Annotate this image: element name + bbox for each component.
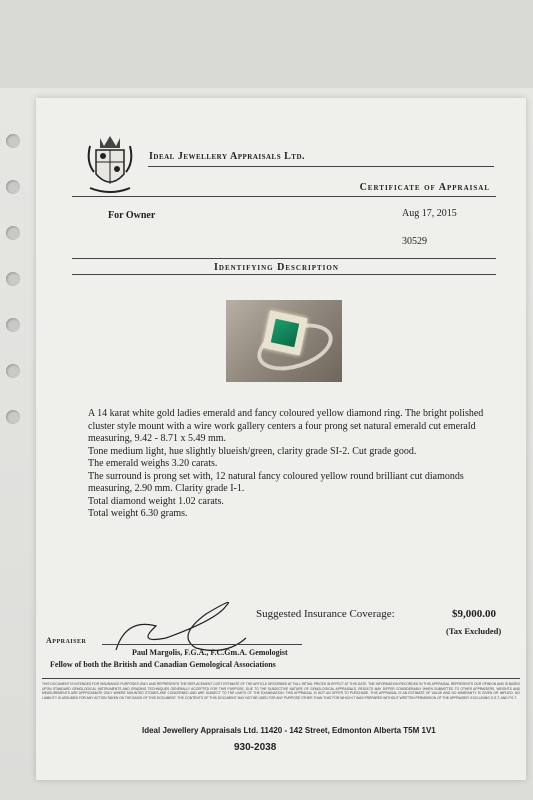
section-title: Identifying Description (214, 262, 339, 273)
company-address: Ideal Jewellery Appraisals Ltd. 11420 - 142 Street, Edmonton Alberta T5M 1V1 (142, 726, 436, 735)
description-line: The surround is prong set with, 12 natural fancy coloured yellow round brilliant cut diamonds measuring, 2.90 mm. Clarity grade I-1. (88, 470, 464, 494)
disclaimer-text: THIS DOCUMENT IS INTENDED FOR INSURANCE PURPOSES ONLY AND REPRESENTS THE REPLACEMENT COST ESTIMATE OF THE ARTICLE DESCRIBED AT FULL RETAIL PRICES IN EFFECT AT THIS DATE. THE INFORMATION RECORDED IN THIS APPRAISAL REPRESENTS OUR OPINION AND IS BASED UPON STANDARD GEMOLOGICAL INSTRUMENTS AND GRADING TECHNIQUES GENERALLY ACCEPTED FOR THIS PURPOSE, DUE TO THE SUBJECTIVE NATURE OF GEMOLOGICAL APPRAISALS, RESULTS MAY DIFFER CONSIDERABLY WHEN SUBMITTED TO OTHER APPRAISERS. WEIGHTS AND MEASUREMENTS ARE APPROXIMATE ONLY WHERE MOUNTED STONES ARE CONCERNED AND ARE SUBJECT TO THE LIMITS OF THE EXAMINATION. THIS APPRAISAL IS NOT AN OFFER TO PURCHASE. THIS APPRAISAL IS AN ESTIMATE OF VALUE AND NO WARRANTY IS GIVEN OR IMPLIED. NO LIABILITY IS ASSUMED FOR ANY ACTION TAKEN ON THE BASIS OF THIS DOCUMENT. THE CONTENTS OF THIS DOCUMENT MAY NOT BE USED FOR ANY PURPOSE OTHER THAN THAT FOR WHICH IT WAS PREPARED WITHOUT WRITTEN PERMISSION OF THE APPRAISER. EXCLUDING G.S.T. AND P.S.T. (42, 682, 520, 700)
item-description (88, 408, 493, 521)
binder-hole (6, 410, 20, 424)
divider (42, 678, 520, 679)
insurance-label: Suggested Insurance Coverage: (256, 608, 395, 620)
binder-hole (6, 318, 20, 332)
description-line: Total diamond weight 1.02 carats. (88, 495, 224, 507)
insurance-amount: $9,000.00 (452, 608, 496, 620)
emerald-stone (271, 319, 299, 347)
appraiser-label: Appraiser (46, 636, 87, 645)
description-line: The emerald weighs 3.20 carats. (88, 458, 218, 469)
binder-hole (6, 226, 20, 240)
description-line: A 14 karat white gold ladies emerald and fancy coloured yellow diamond ring. The bright polished cluster style mount with a wire work gallery centers a four prong set natural emerald cut emerald measuring, 9.42 - 8.71 x 5.49 mm. (88, 408, 484, 444)
binder-hole (6, 364, 20, 378)
ring-photo (226, 300, 342, 382)
description-line: Total weight 6.30 grams. (88, 508, 188, 519)
certificate-title: Certificate of Appraisal (359, 182, 490, 193)
description-line: Tone medium light, hue slightly blueish/green, clarity grade SI-2. Cut grade good. (88, 445, 417, 457)
appraisal-date: Aug 17, 2015 (402, 208, 457, 219)
binder-hole (6, 272, 20, 286)
divider (148, 166, 494, 167)
reference-number: 30529 (402, 236, 427, 247)
binder-hole (6, 180, 20, 194)
company-name: Ideal Jewellery Appraisals Ltd. (149, 151, 306, 162)
signature-line (102, 644, 302, 645)
tax-note: (Tax Excluded) (446, 626, 502, 636)
coat-of-arms-logo (82, 132, 138, 196)
appraiser-name: Paul Margolis, F.G.A., F.C.Gm.A. Gemologist (132, 648, 288, 657)
appraiser-fellowship: Fellow of both the British and Canadian Gemological Associations (50, 660, 276, 669)
divider (72, 274, 496, 275)
divider (72, 258, 496, 259)
binder-hole (6, 134, 20, 148)
appraisal-certificate (36, 98, 526, 780)
company-phone: 930-2038 (234, 742, 277, 753)
divider (72, 196, 496, 197)
owner-label: For Owner (108, 210, 156, 221)
